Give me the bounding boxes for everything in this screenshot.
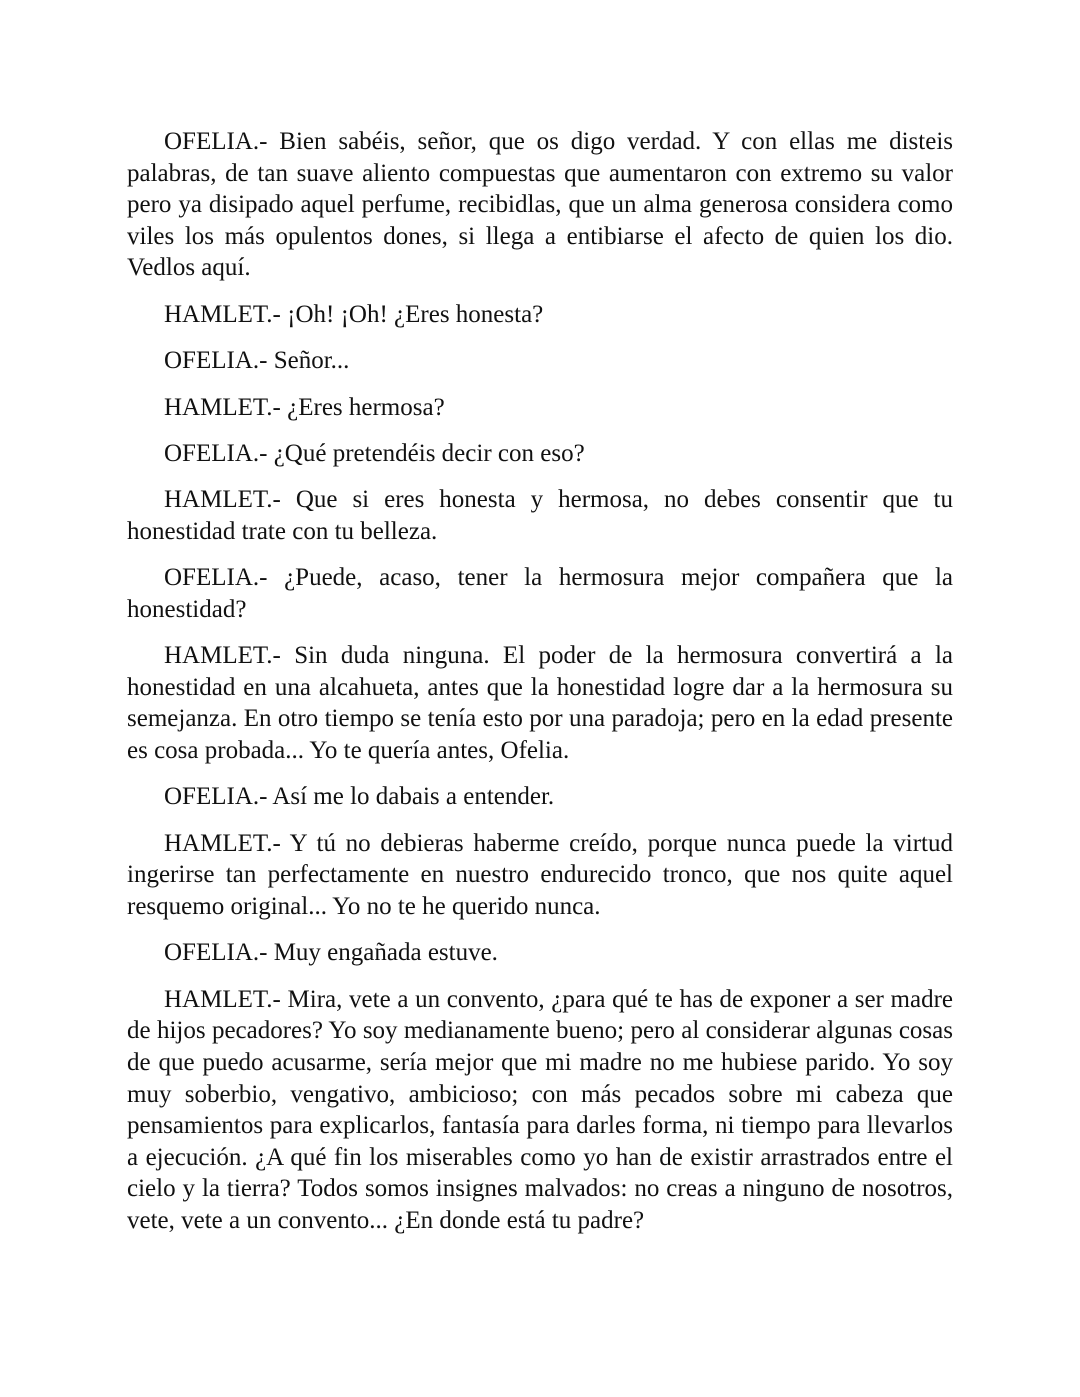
dialogue-paragraph: OFELIA.- Bien sabéis, señor, que os digo verdad. Y con ellas me disteis palabras, de tan suave aliento compuestas que aumentaron con extremo su valor pero ya disipado aquel perfume, recibidlas, que un alma generosa considera como viles los más opulentos dones, si llega a entibiarse el afecto de quien los dio. Vedlos aquí. [127,128,953,282]
dialogue-paragraph: HAMLET.- Sin duda ninguna. El poder de la hermosura convertirá a la honestidad en una alcahueta, antes que la honestidad logre dar a la hermosura su semejanza. En otro tiempo se tenía esto por una paradoja; pero en la edad presente es cosa probada... Yo te quería antes, Ofelia. [127,642,953,765]
dialogue-paragraph: OFELIA.- ¿Puede, acaso, tener la hermosura mejor compañera que la honestidad? [127,564,953,623]
dialogue-paragraph: HAMLET.- Y tú no debieras haberme creído, porque nunca puede la virtud ingerirse tan perfectamente en nuestro endurecido tronco, que nos quite aquel resquemo original... Yo no te he querido nunca. [127,829,953,921]
dialogue-paragraph: HAMLET.- ¿Eres hermosa? [164,393,445,421]
dialogue-paragraph: HAMLET.- Que si eres honesta y hermosa, no debes consentir que tu honestidad trate con tu belleza. [127,486,953,545]
dialogue-paragraph: OFELIA.- Muy engañada estuve. [164,939,498,967]
dialogue-paragraph: OFELIA.- ¿Qué pretendéis decir con eso? [164,439,585,467]
dialogue-paragraph: OFELIA.- Así me lo dabais a entender. [164,783,555,811]
dialogue-paragraph: OFELIA.- Señor... [164,347,350,375]
dialogue-paragraph: HAMLET.- ¡Oh! ¡Oh! ¿Eres honesta? [164,300,544,328]
document-page [127,126,953,1251]
dialogue-paragraph: HAMLET.- Mira, vete a un convento, ¿para qué te has de exponer a ser madre de hijos pecadores? Yo soy medianamente bueno; pero al considerar algunas cosas de que puedo acusarme, sería mejor que mi madre no me hubiese parido. Yo soy muy soberbio, vengativo, ambicioso; con más pecados sobre mi cabeza que pensamientos para explicarlos, fantasía para darles forma, ni tiempo para llevarlos a ejecución. ¿A qué fin los miserables como yo han de existir arrastrados entre el cielo y la tierra? Todos somos insignes malvados: no creas a ninguno de nosotros, vete, vete a un convento... ¿En donde está tu padre? [127,985,953,1234]
